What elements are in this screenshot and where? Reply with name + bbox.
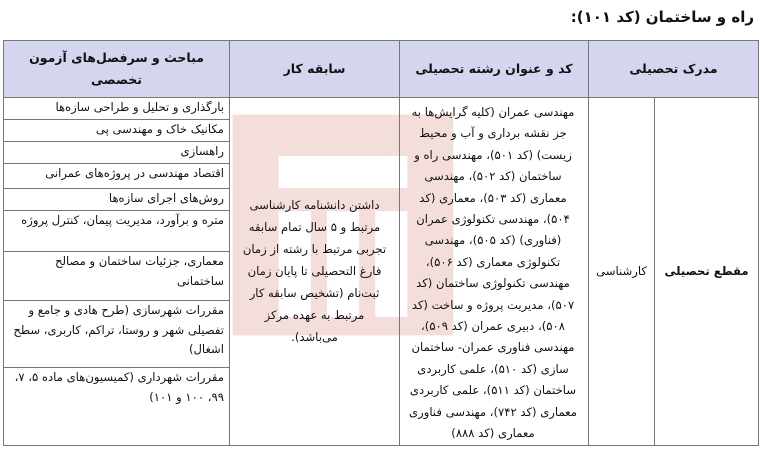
header-experience: سابقه کار <box>230 41 400 98</box>
topic-item: متره و برآورد، مدیریت پیمان، کنترل پروژه <box>4 211 229 252</box>
topics-cell <box>4 98 230 446</box>
header-degree: مدرک تحصیلی <box>589 41 759 98</box>
topic-item: اقتصاد مهندسی در پروژه‌های عمرانی <box>4 164 229 189</box>
header-topics: مباحث و سرفصل‌های آزمون تخصصی <box>4 41 230 98</box>
field-codes-cell: مهندسی عمران (کلیه گرایش‌ها به جز نقشه برداری و آب و محیط زیست) (کد ۵۰۱)، مهندسی راه و ساختمان (کد ۵۰۲)، مهندسی معماری (کد ۵۰۳)، معماری (کد ۵۰۴)، مهندسی تکنولوژی عمران (فناوری) (کد ۵۰۵)، مهندسی تکنولوژی معماری (کد ۵۰۶)، مهندسی تکنولوژی ساختمان (کد ۵۰۷)، مدیریت پروژه و ساخت (کد ۵۰۸)، دبیری عمران (کد ۵۰۹)، مهندسی فناوری عمران- ساختمان سازی (کد ۵۱۰)، علمی کاربردی ساختمان (کد ۵۱۱)، علمی کاربردی معماری (کد ۷۴۲)، مهندسی فناوری معماری (کد ۸۸۸) <box>400 98 589 446</box>
topic-item: مقررات شهرداری (کمیسیون‌های ماده ۵، ۷، ۹۹، ۱۰۰ و ۱۰۱) <box>14 370 224 404</box>
experience-cell: داشتن دانشنامه کارشناسی مرتبط و ۵ سال تمام سابقه تجربی مرتبط با رشته از زمان فارغ التحصیلی تا پایان زمان ثبت‌نام (تشخیص سابقه کار مرتبط به عهده مرکز می‌باشد). <box>230 98 400 446</box>
topic-item: مقررات شهرسازی (طرح هادی و جامع و تفصیلی شهر و روستا، تراکم، کاربری، سطح اشغال) <box>4 301 229 368</box>
topic-item: معماری، جزئیات ساختمان و مصالح ساختمانی <box>4 252 229 301</box>
table-row <box>4 98 759 446</box>
header-field-code: کد و عنوان رشته تحصیلی <box>400 41 589 98</box>
degree-type-cell: کارشناسی <box>589 98 655 446</box>
degree-level-cell: مقطع تحصیلی <box>655 98 759 446</box>
topic-item: راهسازی <box>4 142 229 164</box>
topic-item: روش‌های اجرای سازه‌ها <box>4 189 229 211</box>
header-row <box>4 41 759 98</box>
requirements-table <box>3 40 759 446</box>
topic-item: مکانیک خاک و مهندسی پی <box>4 120 229 142</box>
topic-item: بارگذاری و تحلیل و طراحی سازه‌ها <box>4 98 229 120</box>
page-title: راه و ساختمان (کد ۱۰۱): <box>570 8 754 26</box>
